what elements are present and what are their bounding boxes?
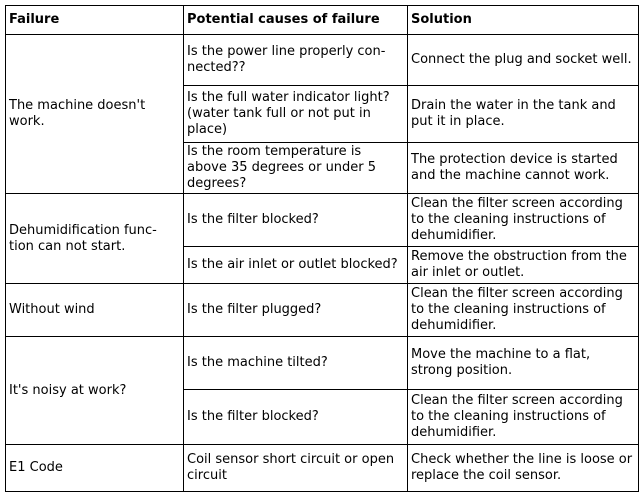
solution-cell: Clean the filter screen according to the cleaning instructions of dehumidifier. xyxy=(408,194,639,247)
cause-cell: Coil sensor short circuit or open circuit xyxy=(184,445,408,492)
solution-cell: Check whether the line is loose or replace the coil sensor. xyxy=(408,445,639,492)
table-row xyxy=(6,284,639,337)
failure-cell: Dehumidification func-tion can not start. xyxy=(6,194,184,284)
cause-cell: Is the filter blocked? xyxy=(184,194,408,247)
cause-cell: Is the power line properly con-nected?? xyxy=(184,35,408,86)
solution-cell: Drain the water in the tank and put it in place. xyxy=(408,86,639,143)
failure-cell: The machine doesn't work. xyxy=(6,35,184,194)
header-solution: Solution xyxy=(408,6,639,35)
solution-cell: The protection device is started and the machine cannot work. xyxy=(408,143,639,194)
failure-cell: Without wind xyxy=(6,284,184,337)
cause-cell: Is the air inlet or outlet blocked? xyxy=(184,247,408,284)
solution-cell: Remove the obstruction from the air inlet or outlet. xyxy=(408,247,639,284)
header-row xyxy=(6,6,639,35)
cause-cell: Is the filter plugged? xyxy=(184,284,408,337)
cause-cell: Is the full water indicator light? (water tank full or not put in place) xyxy=(184,86,408,143)
cause-cell: Is the room temperature is above 35 degrees or under 5 degrees? xyxy=(184,143,408,194)
failure-cell: E1 Code xyxy=(6,445,184,492)
table-row xyxy=(6,35,639,86)
cause-cell: Is the filter blocked? xyxy=(184,390,408,445)
header-failure: Failure xyxy=(6,6,184,35)
solution-cell: Move the machine to a flat, strong position. xyxy=(408,337,639,390)
troubleshooting-table xyxy=(5,5,639,492)
solution-cell: Clean the filter screen according to the cleaning instructions of dehumidifier. xyxy=(408,390,639,445)
failure-cell: It's noisy at work? xyxy=(6,337,184,445)
cause-cell: Is the machine tilted? xyxy=(184,337,408,390)
solution-cell: Clean the filter screen according to the cleaning instructions of dehumidifier. xyxy=(408,284,639,337)
table-row xyxy=(6,337,639,390)
table-row xyxy=(6,194,639,247)
solution-cell: Connect the plug and socket well. xyxy=(408,35,639,86)
table-row xyxy=(6,445,639,492)
header-causes: Potential causes of failure xyxy=(184,6,408,35)
